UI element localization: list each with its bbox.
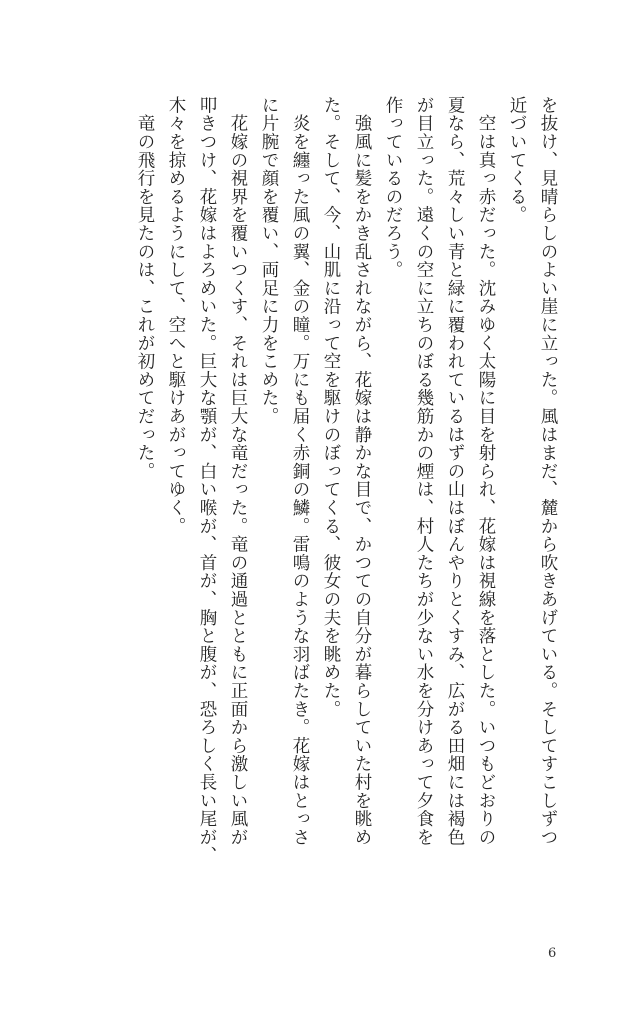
page-number: 6 <box>548 946 557 961</box>
text-line: 近づいてくる。 <box>507 96 527 225</box>
text-line: 叩きつけ、花嫁はよろめいた。巨大な顎が、白い喉が、首が、胸と腹が、恐ろしく長い尾が、 <box>197 96 217 865</box>
text-line: 強風に髪をかき乱されながら、花嫁は静かな目で、かつての自分が暮らしていた村を眺め <box>352 96 372 847</box>
vertical-text-block <box>98 96 563 896</box>
paragraph-3 <box>129 96 377 896</box>
text-line: 竜の飛行を見たのは、これが初めてだった。 <box>135 96 155 481</box>
text-line: 作っているのだろう。 <box>383 96 403 279</box>
text-line: 木々を掠めるようにして、空へと駆けあがってゆく。 <box>166 96 186 536</box>
paragraph-2 <box>377 96 501 896</box>
text-line: た。そして、今、山肌に沿って空を駆けのぼってくる、彼女の夫を眺めた。 <box>321 96 341 719</box>
text-line: 空は真っ赤だった。沈みゆく太陽に目を射られ、花嫁は視線を落とした。いつもどおりの <box>476 96 496 847</box>
text-line: 炎を纏った風の翼、金の瞳。万にも届く赤銅の鱗。雷鳴のような羽ばたき。花嫁はとっさ <box>290 96 310 847</box>
text-line: 夏なら、荒々しい青と緑に覆われているはずの山はぼんやりとくすみ、広がる田畑には褐色 <box>445 96 465 847</box>
paragraph-1 <box>501 96 563 896</box>
text-line: 花嫁の視界を覆いつくす、それは巨大な竜だった。竜の通過とともに正面から激しい風が <box>228 96 248 847</box>
text-line: が目立った。遠くの空に立ちのぼる幾筋かの煙は、村人たちが少ない水を分けあって夕食を <box>414 96 434 847</box>
text-line: を抜け、見晴らしのよい崖に立った。風はまだ、麓から吹きあげている。そしてすこしずつ <box>538 96 558 847</box>
text-line: に片腕で顔を覆い、両足に力をこめた。 <box>259 96 279 426</box>
